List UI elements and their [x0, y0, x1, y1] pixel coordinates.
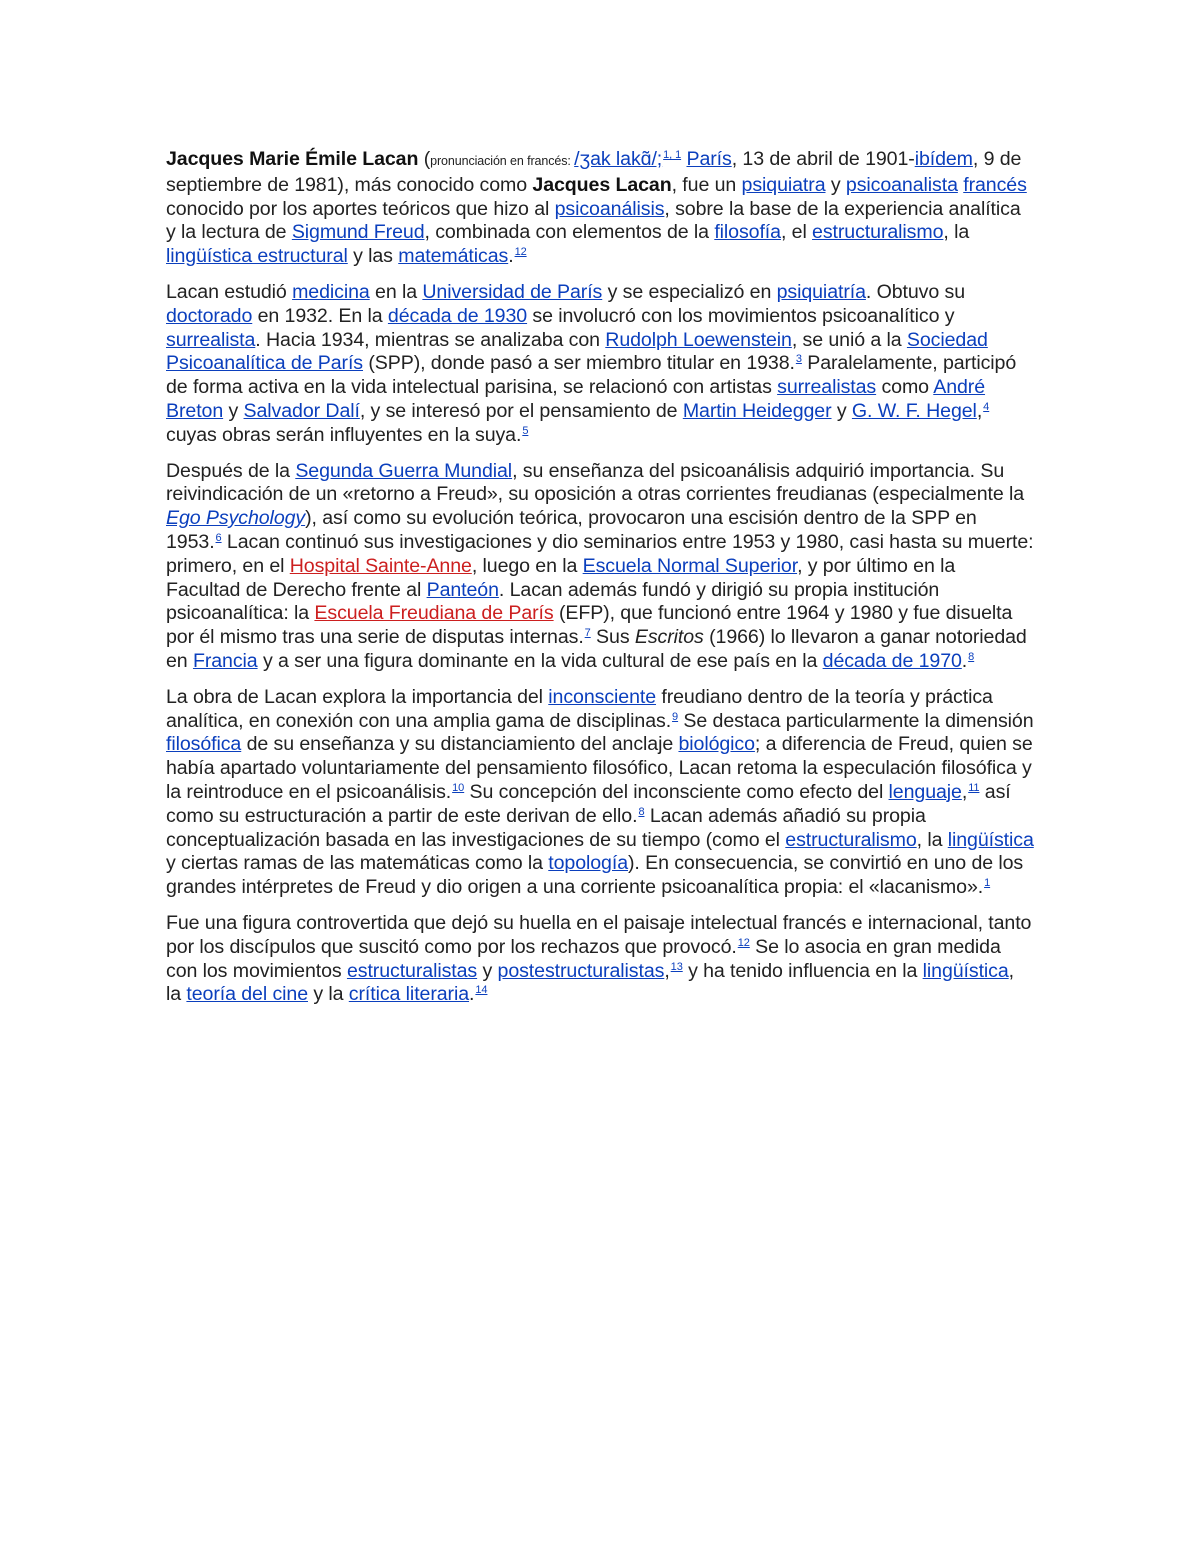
- article-body: [166, 148, 1034, 1019]
- link-critica-literaria[interactable]: crítica literaria: [348, 983, 470, 1006]
- link-francia[interactable]: Francia: [192, 649, 258, 672]
- link-frances[interactable]: francés: [963, 173, 1027, 196]
- ref-11[interactable]: 11: [968, 781, 980, 794]
- link-surrealista[interactable]: surrealista: [166, 328, 256, 351]
- link-martin-heidegger[interactable]: Martin Heidegger: [682, 399, 832, 422]
- link-linguistica-2[interactable]: lingüística: [922, 959, 1009, 982]
- ref-5[interactable]: 5: [522, 424, 529, 437]
- link-paris[interactable]: París: [686, 148, 732, 170]
- link-segunda-guerra-mundial[interactable]: Segunda Guerra Mundial: [295, 459, 513, 482]
- paragraph-intro: Jacques Marie Émile Lacan (pronunciación en francés: /ʒak lakɑ̃/;$^{1, 1}$ París, 13 de abril de 1901-ibídem, 9 de septiembre de 1981), más conocido como Jacques Lacan, fue un psiquiatra y psicoanalista francés conocido por los aportes teóricos que hizo al psicoanálisis, sobre la base de la experiencia analítica y la lectura de Sigmund Freud, combinada con elementos de la filosofía, el estructuralismo, la lingüística estructural y las matemáticas.$^{12}$: [166, 148, 1027, 268]
- link-decada-1970[interactable]: década de 1970: [822, 649, 962, 672]
- link-linguistica[interactable]: lingüística: [947, 828, 1034, 851]
- link-psicoanalisis[interactable]: psicoanálisis: [554, 197, 665, 220]
- link-lenguaje[interactable]: lenguaje: [888, 780, 962, 803]
- link-medicina[interactable]: medicina: [292, 280, 370, 303]
- ref-6[interactable]: 6: [215, 531, 222, 544]
- ipa-link[interactable]: /ʒak lakɑ̃/;: [574, 148, 663, 170]
- ref-12[interactable]: 12: [514, 246, 527, 259]
- link-ego-psychology[interactable]: Ego Psychology: [166, 507, 306, 530]
- ref-1[interactable]: 1, 1: [663, 149, 682, 161]
- ref-14[interactable]: 14: [475, 984, 488, 997]
- link-teoria-del-cine[interactable]: teoría del cine: [186, 983, 308, 1006]
- escritos-title: Escritos: [634, 626, 704, 649]
- link-surrealistas[interactable]: surrealistas: [777, 376, 877, 399]
- link-panteon[interactable]: Panteón: [426, 578, 499, 601]
- link-decada-1930[interactable]: década de 1930: [387, 304, 528, 327]
- ref-10[interactable]: 10: [452, 781, 465, 794]
- ref-8b[interactable]: 8: [638, 805, 645, 818]
- link-escuela-normal-superior[interactable]: Escuela Normal Superior: [582, 554, 798, 577]
- paragraph-legacy: Fue una figura controvertida que dejó su huella en el paisaje intelectual francés e internacional, tanto por los discípulos que suscitó como por los rechazos que provocó.$^{12}$ Se lo asocia en gran medida con los movimientos estructuralistas y postestructuralistas,$^{13}$ y ha tenido influencia en la lingüística, la teoría del cine y la crítica literaria.$^{14}$: [166, 911, 1032, 1006]
- link-escuela-freudiana[interactable]: Escuela Freudiana de París: [314, 602, 554, 625]
- paragraph-postwar: Después de la Segunda Guerra Mundial, su enseñanza del psicoanálisis adquirió importancia. Su reivindicación de un «retorno a Freud», su oposición a otras corrientes freudianas (especialmente la Ego Psychology), así como su evolución teórica, provocaron una escisión dentro de la SPP en 1953.$^6$ Lacan continuó sus investigaciones y dio seminarios entre 1953 y 1980, casi hasta su muerte: primero, en el Hospital Sainte-Anne, luego en la Escuela Normal Superior, y por último en la Facultad de Derecho frente al Panteón. Lacan además fundó y dirigió su propia institución psicoanalítica: la Escuela Freudiana de París (EFP), que funcionó entre 1964 y 1980 y fue disuelta por él mismo tras una serie de disputas internas.$^7$ Sus Escritos (1966) lo llevaron a ganar notoriedad en Francia y a ser una figura dominante en la vida cultural de ese país en la década de 1970.$^8$: [166, 459, 1034, 672]
- link-biologico[interactable]: biológico: [678, 733, 755, 756]
- link-salvador-dali[interactable]: Salvador Dalí: [243, 399, 360, 422]
- link-ibidem[interactable]: ibídem: [914, 148, 973, 170]
- paragraph-work: La obra de Lacan explora la importancia del inconsciente freudiano dentro de la teoría y práctica analítica, en conexión con una amplia gama de disciplinas.$^9$ Se destaca particularmente la dimensión filosófica de su enseñanza y su distanciamiento del anclaje biológico; a diferencia de Freud, quien se había apartado voluntariamente del pensamiento filosófico, Lacan retoma la especulación filosófica y la reintroduce en el psicoanálisis.$^{10}$ Su concepción del inconsciente como efecto del lenguaje,$^{11}$ así como su estructuración a partir de este derivan de ello.$^8$ Lacan además añadió su propia conceptualización basada en las investigaciones de su tiempo (como el estructuralismo, la lingüística y ciertas ramas de las matemáticas como la topología). En consecuencia, se convirtió en uno de los grandes intérpretes de Freud y dio origen a una corriente psicoanalítica propia: el «lacanismo».$^1$: [166, 685, 1034, 899]
- link-andre-breton[interactable]: André Breton: [166, 376, 986, 422]
- link-linguistica-estructural[interactable]: lingüística estructural: [166, 245, 348, 268]
- link-matematicas[interactable]: matemáticas: [398, 245, 509, 268]
- link-postestructuralistas[interactable]: postestructuralistas: [497, 959, 665, 982]
- ref-1b[interactable]: 1: [984, 877, 991, 890]
- ref-9[interactable]: 9: [672, 710, 679, 723]
- pronunciation-label: pronunciación en francés:: [430, 154, 575, 168]
- link-hegel[interactable]: G. W. F. Hegel: [851, 399, 977, 422]
- ref-4[interactable]: 4: [983, 400, 990, 413]
- link-doctorado[interactable]: doctorado: [166, 304, 253, 327]
- ref-13[interactable]: 13: [670, 960, 683, 973]
- link-inconsciente[interactable]: inconsciente: [548, 685, 657, 708]
- ref-8[interactable]: 8: [968, 650, 975, 663]
- link-hospital-sainte-anne[interactable]: Hospital Sainte-Anne: [289, 554, 472, 577]
- link-estructuralismo-2[interactable]: estructuralismo: [785, 828, 917, 851]
- paragraph-education: Lacan estudió medicina en la Universidad de París y se especializó en psiquiatría. Obtuvo su doctorado en 1932. En la década de 1930 se involucró con los movimientos psicoanalítico y surrealista. Hacia 1934, mientras se analizaba con Rudolph Loewenstein, se unió a la Sociedad Psicoanalítica de París (SPP), donde pasó a ser miembro titular en 1938.$^3$ Paralelamente, participó de forma activa en la vida intelectual parisina, se relacionó con artistas surrealistas como André Breton y Salvador Dalí, y se interesó por el pensamiento de Martin Heidegger y G. W. F. Hegel,$^4$ cuyas obras serán influyentes en la suya.$^5$: [166, 280, 1017, 446]
- link-universidad-de-paris[interactable]: Universidad de París: [422, 280, 603, 303]
- ref-7[interactable]: 7: [584, 627, 591, 640]
- ref-3[interactable]: 3: [795, 353, 802, 366]
- link-sociedad-psicoanalitica[interactable]: Sociedad Psicoanalítica de París: [166, 328, 988, 375]
- link-rudolph-loewenstein[interactable]: Rudolph Loewenstein: [605, 328, 792, 351]
- subject-name: Jacques Marie Émile Lacan: [166, 148, 419, 170]
- ref-12b[interactable]: 12: [737, 936, 750, 949]
- link-psiquiatra[interactable]: psiquiatra: [741, 173, 826, 196]
- link-psiquiatria[interactable]: psiquiatría: [776, 280, 866, 303]
- common-name: Jacques Lacan: [532, 173, 672, 196]
- link-sigmund-freud[interactable]: Sigmund Freud: [291, 221, 425, 244]
- link-filosofica[interactable]: filosófica: [166, 733, 242, 756]
- link-topologia[interactable]: topología: [548, 852, 628, 875]
- link-psicoanalista[interactable]: psicoanalista: [845, 173, 958, 196]
- link-estructuralistas[interactable]: estructuralistas: [346, 959, 478, 982]
- link-estructuralismo[interactable]: estructuralismo: [812, 221, 944, 244]
- link-filosofia[interactable]: filosofía: [714, 221, 781, 244]
